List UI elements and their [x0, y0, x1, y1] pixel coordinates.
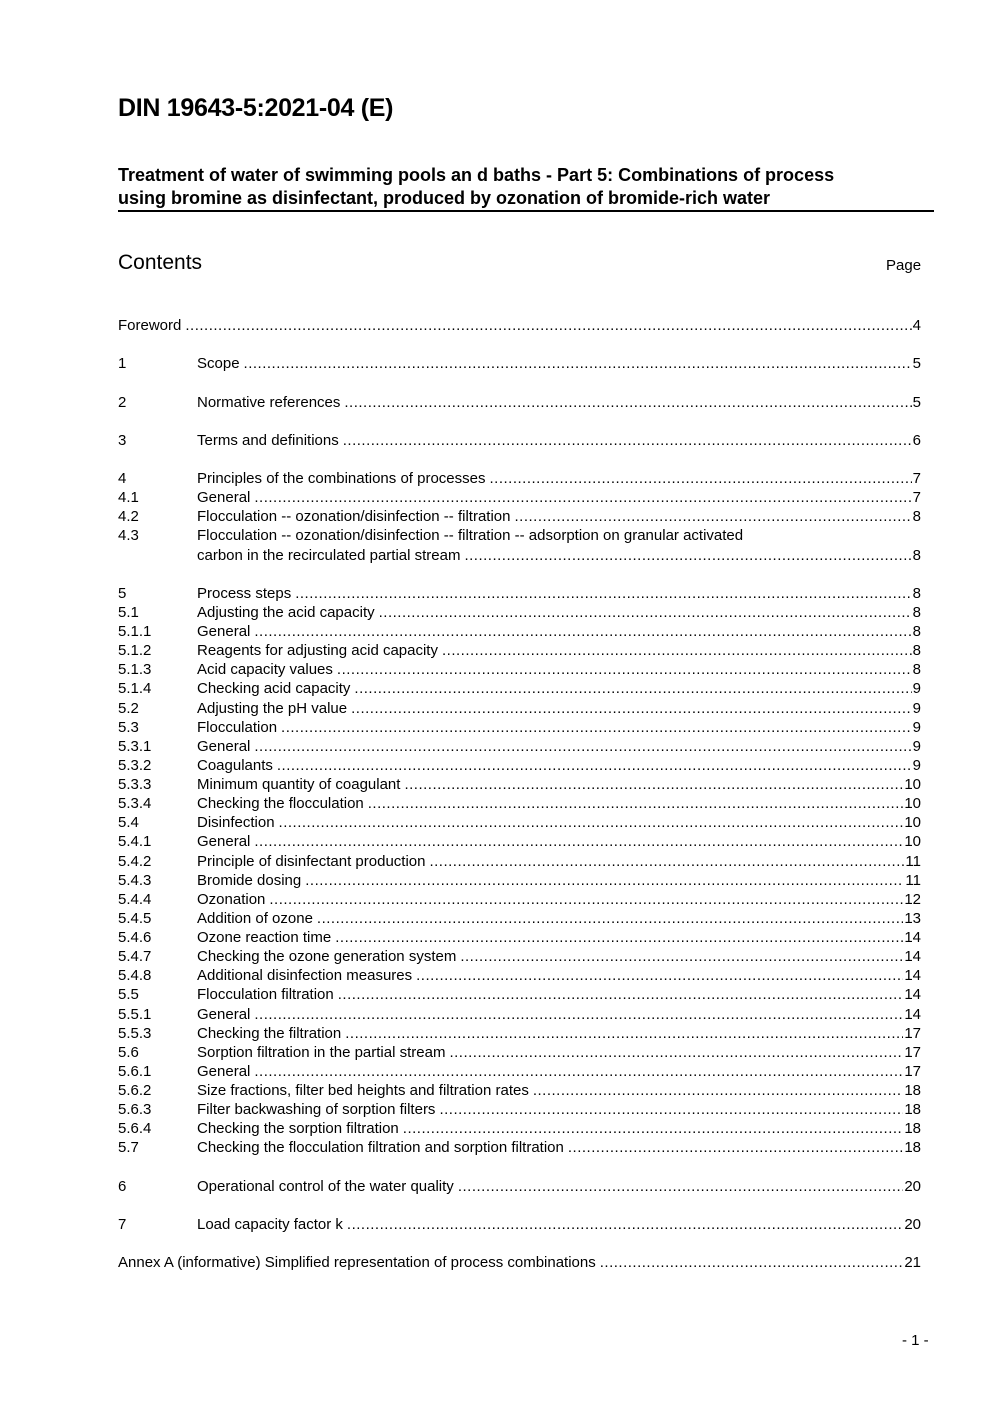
toc-title: Principles of the combinations of processes	[197, 470, 486, 487]
toc-page: 9	[912, 699, 921, 717]
toc-entry-5-4-3[interactable]	[118, 871, 921, 890]
toc-page: 20	[904, 1177, 921, 1195]
toc-entry-5-3-2[interactable]	[118, 756, 921, 775]
toc-page: 9	[912, 718, 921, 736]
toc-page: 8	[912, 603, 921, 621]
toc-number: 5.1.4	[118, 680, 152, 698]
toc-page: 14	[904, 948, 921, 966]
toc-number: 4.3	[118, 527, 139, 545]
document-id: DIN 19643-5:2021-04 (E)	[118, 94, 394, 122]
toc-number: 5.6	[118, 1043, 139, 1061]
toc-entry-1[interactable]	[118, 354, 921, 373]
toc-title: Checking acid capacity	[197, 680, 351, 698]
toc-title: Adjusting the acid capacity	[197, 603, 375, 621]
toc-entry-5-4-8[interactable]	[118, 966, 921, 985]
toc-title: Checking the flocculation	[197, 795, 364, 813]
toc-entry-4-3[interactable]	[118, 526, 921, 564]
table-of-contents	[118, 316, 921, 1272]
toc-title: Acid capacity values	[197, 661, 333, 679]
toc-number: 5.3.3	[118, 776, 152, 794]
toc-entry-5[interactable]	[118, 584, 921, 603]
toc-number: 5.3	[118, 718, 139, 736]
toc-title: Reagents for adjusting acid capacity	[197, 642, 438, 660]
document-subtitle	[118, 164, 933, 210]
toc-entry-5-1-4[interactable]	[118, 679, 921, 698]
toc-entry-7[interactable]	[118, 1215, 921, 1234]
toc-entry-3[interactable]	[118, 431, 921, 450]
toc-number: 5.4.1	[118, 833, 152, 851]
toc-entry-5-6-1[interactable]	[118, 1062, 921, 1081]
toc-page: 8	[912, 623, 921, 641]
toc-title: Ozonation	[197, 890, 266, 908]
toc-title: Principle of disinfectant production	[197, 852, 426, 870]
toc-page: 13	[904, 909, 921, 927]
toc-number: 4.2	[118, 508, 139, 526]
toc-entry-5-5-1[interactable]	[118, 1005, 921, 1024]
toc-title: General	[197, 1005, 251, 1023]
toc-title: General	[197, 623, 251, 641]
toc-page: 18	[904, 1139, 921, 1157]
subtitle-line-2: using bromine as disinfectant, produced by ozonation of bromide-rich water	[118, 188, 771, 208]
toc-entry-5-1[interactable]	[118, 603, 921, 622]
toc-page: 20	[904, 1215, 921, 1233]
toc-page: 8	[912, 642, 921, 660]
toc-title: Checking the sorption filtration	[197, 1120, 399, 1138]
toc-entry-5-3[interactable]	[118, 718, 921, 737]
toc-page: 9	[912, 680, 921, 698]
subtitle-line-1: Treatment of water of swimming pools an d baths - Part 5: Combinations of process	[118, 165, 835, 185]
page-column-heading: Page	[886, 257, 922, 274]
toc-page: 14	[904, 929, 921, 947]
toc-number: 5.4.8	[118, 967, 152, 985]
toc-title: Checking the ozone generation system	[197, 948, 457, 966]
toc-entry-5-4-5[interactable]	[118, 909, 921, 928]
toc-entry-5-4[interactable]	[118, 813, 921, 832]
toc-title: General	[197, 833, 251, 851]
toc-page: 9	[912, 756, 921, 774]
toc-entry-5-1-3[interactable]	[118, 660, 921, 679]
toc-number: 5.4.6	[118, 929, 152, 947]
toc-entry-5-6[interactable]	[118, 1043, 921, 1062]
toc-entry-5-6-4[interactable]	[118, 1119, 921, 1138]
toc-page: 5	[912, 393, 921, 411]
toc-page: 8	[912, 546, 921, 564]
toc-title: Sorption filtration in the partial stream	[197, 1043, 446, 1061]
toc-page: 11	[905, 852, 921, 870]
toc-page: 10	[904, 795, 921, 813]
toc-entry-4-2[interactable]	[118, 507, 921, 526]
toc-title: Foreword	[118, 317, 182, 334]
toc-title: Terms and definitions	[197, 431, 339, 449]
toc-title: Flocculation -- ozonation/disinfection -- filtration	[197, 508, 511, 526]
toc-number: 1	[118, 355, 127, 373]
toc-number: 5.5.1	[118, 1005, 152, 1023]
toc-page: 14	[904, 967, 921, 985]
toc-entry-5-3-4[interactable]	[118, 794, 921, 813]
toc-page: 17	[904, 1043, 921, 1061]
toc-title: Normative references	[197, 393, 341, 411]
toc-entry-2[interactable]	[118, 393, 921, 412]
toc-title-line-2: carbon in the recirculated partial stream	[197, 546, 461, 564]
toc-entry-5-5[interactable]	[118, 985, 921, 1004]
toc-title: General	[197, 1062, 251, 1080]
toc-entry-5-3-1[interactable]	[118, 737, 921, 756]
toc-entry-5-6-3[interactable]	[118, 1100, 921, 1119]
toc-number: 4	[118, 470, 127, 487]
toc-title: Coagulants	[197, 756, 273, 774]
toc-page: 7	[912, 489, 921, 507]
toc-entry-foreword[interactable]	[118, 316, 921, 335]
toc-number: 5.6.4	[118, 1120, 152, 1138]
toc-entry-5-4-7[interactable]	[118, 947, 921, 966]
toc-number: 5.4.7	[118, 948, 152, 966]
toc-title: Flocculation	[197, 718, 278, 736]
toc-title: General	[197, 737, 251, 755]
toc-entry-4[interactable]	[118, 469, 921, 488]
toc-number: 5.4.5	[118, 909, 152, 927]
toc-page: 6	[912, 431, 921, 449]
page-number: - 1 -	[902, 1332, 929, 1349]
toc-number: 2	[118, 393, 127, 411]
toc-number: 5.6.2	[118, 1082, 152, 1100]
toc-number: 3	[118, 431, 127, 449]
toc-number: 6	[118, 1177, 127, 1195]
toc-page: 14	[904, 986, 921, 1004]
toc-title: Size fractions, filter bed heights and filtration rates	[197, 1082, 529, 1100]
toc-number: 5.6.3	[118, 1101, 152, 1119]
toc-entry-5-4-1[interactable]	[118, 832, 921, 851]
toc-page: 11	[905, 871, 921, 889]
toc-entry-5-1-1[interactable]	[118, 622, 921, 641]
toc-number: 5.3.2	[118, 756, 152, 774]
toc-page: 4	[912, 317, 921, 334]
toc-number: 5.1.3	[118, 661, 152, 679]
toc-entry-annex-a[interactable]	[118, 1253, 921, 1272]
toc-entry-5-4-6[interactable]	[118, 928, 921, 947]
toc-title: Disinfection	[197, 814, 275, 832]
toc-title: Flocculation filtration	[197, 986, 334, 1004]
toc-page: 8	[912, 508, 921, 526]
toc-number: 5.4.3	[118, 871, 152, 889]
toc-entry-5-2[interactable]	[118, 699, 921, 718]
toc-number: 5.2	[118, 699, 139, 717]
toc-number: 5.3.4	[118, 795, 152, 813]
toc-entry-5-4-2[interactable]	[118, 852, 921, 871]
toc-entry-6[interactable]	[118, 1177, 921, 1196]
toc-title: Filter backwashing of sorption filters	[197, 1101, 436, 1119]
toc-number: 5.1.2	[118, 642, 152, 660]
toc-number: 4.1	[118, 489, 139, 507]
toc-number: 5.5	[118, 986, 139, 1004]
toc-page: 14	[904, 1005, 921, 1023]
toc-entry-5-1-2[interactable]	[118, 641, 921, 660]
toc-entry-5-4-4[interactable]	[118, 890, 921, 909]
toc-page: 5	[912, 355, 921, 373]
toc-number: 5.4.4	[118, 890, 152, 908]
toc-title: Addition of ozone	[197, 909, 313, 927]
toc-number: 5.5.3	[118, 1024, 152, 1042]
toc-number: 5.3.1	[118, 737, 152, 755]
toc-number: 5.1.1	[118, 623, 152, 641]
toc-entry-5-5-3[interactable]	[118, 1024, 921, 1043]
toc-page: 10	[904, 833, 921, 851]
toc-number: 5.6.1	[118, 1062, 152, 1080]
toc-page: 18	[904, 1082, 921, 1100]
toc-title: Bromide dosing	[197, 871, 302, 889]
toc-page: 8	[912, 584, 921, 602]
toc-page: 21	[904, 1254, 921, 1272]
toc-page: 17	[904, 1024, 921, 1042]
toc-entry-5-6-2[interactable]	[118, 1081, 921, 1100]
toc-page: 10	[904, 776, 921, 794]
toc-title: General	[197, 489, 251, 507]
toc-title: Load capacity factor k	[197, 1215, 343, 1233]
toc-page: 18	[904, 1120, 921, 1138]
toc-page: 7	[912, 470, 921, 487]
toc-title: Checking the filtration	[197, 1024, 342, 1042]
toc-page: 17	[904, 1062, 921, 1080]
toc-title: Operational control of the water quality	[197, 1177, 454, 1195]
toc-title: Process steps	[197, 584, 292, 602]
toc-number: 7	[118, 1215, 127, 1233]
contents-heading: Contents	[118, 251, 203, 274]
toc-title: Annex A (informative) Simplified representation of process combinations	[118, 1254, 596, 1272]
toc-entry-4-1[interactable]	[118, 488, 921, 507]
toc-title: Additional disinfection measures	[197, 967, 413, 985]
toc-number: 5.1	[118, 603, 139, 621]
toc-number: 5.4	[118, 814, 139, 832]
toc-title: Checking the flocculation filtration and sorption filtration	[197, 1139, 564, 1157]
toc-page: 12	[904, 890, 921, 908]
toc-number: 5.7	[118, 1139, 139, 1157]
toc-title: Minimum quantity of coagulant	[197, 776, 401, 794]
toc-page: 9	[912, 737, 921, 755]
title-rule	[118, 210, 934, 212]
toc-page: 18	[904, 1101, 921, 1119]
toc-number: 5.4.2	[118, 852, 152, 870]
toc-entry-5-3-3[interactable]	[118, 775, 921, 794]
toc-page: 8	[912, 661, 921, 679]
toc-entry-5-7[interactable]	[118, 1138, 921, 1157]
toc-page: 10	[904, 814, 921, 832]
toc-title: Ozone reaction time	[197, 929, 332, 947]
toc-number: 5	[118, 584, 127, 602]
toc-title: Scope	[197, 355, 240, 373]
toc-title-line-1: Flocculation -- ozonation/disinfection -- filtration -- adsorption on granular activated	[197, 527, 744, 545]
toc-title: Adjusting the pH value	[197, 699, 348, 717]
